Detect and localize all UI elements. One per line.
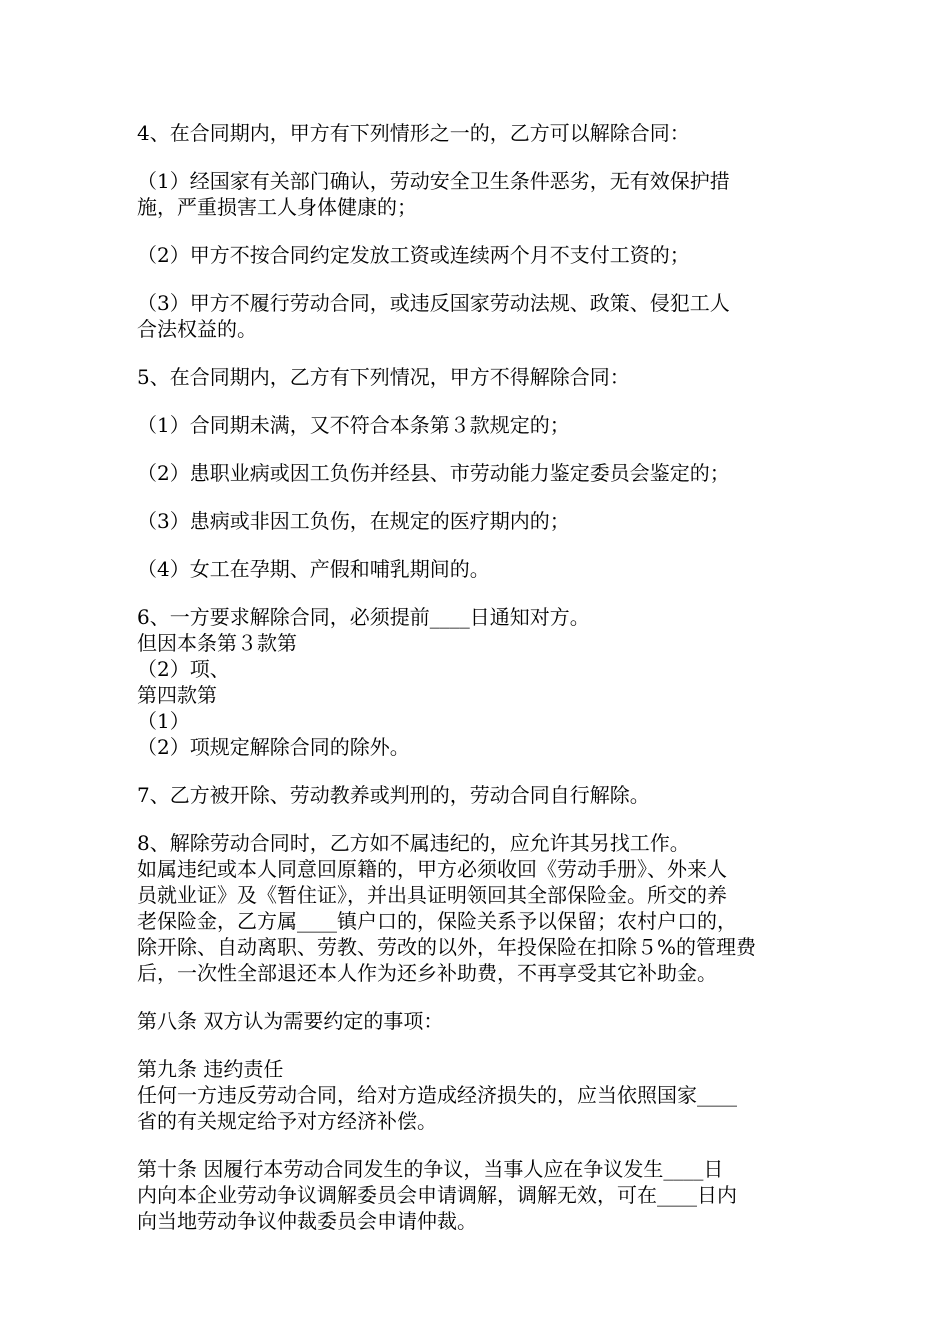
text-line: 7、乙方被开除、劳动教养或判刑的，劳动合同自行解除。 [137, 783, 650, 807]
text-line: 但因本条第３款第 [137, 631, 297, 655]
clause-5-item-4 [137, 556, 817, 582]
text-line: 6、一方要求解除合同，必须提前____日通知对方。 [137, 605, 590, 629]
text-line: 任何一方违反劳动合同，给对方造成经济损失的，应当依照国家____ [137, 1083, 737, 1107]
clause-4-heading [137, 120, 817, 146]
text-line: （2）患职业病或因工负伤并经县、市劳动能力鉴定委员会鉴定的； [137, 461, 730, 485]
clause-4-item-1 [137, 168, 817, 220]
clause-5-item-1 [137, 412, 817, 438]
text-line: （3）甲方不履行劳动合同，或违反国家劳动法规、政策、侵犯工人 [137, 291, 730, 315]
text-line: 第八条 双方认为需要约定的事项： [137, 1009, 444, 1033]
clause-5-heading [137, 364, 817, 390]
text-line: 向当地劳动争议仲裁委员会申请仲裁。 [137, 1209, 477, 1233]
text-line: 4、在合同期内，甲方有下列情形之一的，乙方可以解除合同： [137, 121, 690, 145]
text-line: 后，一次性全部退还本人作为还乡补助费，不再享受其它补助金。 [137, 961, 717, 985]
text-line: （1）合同期未满，又不符合本条第３款规定的； [137, 413, 570, 437]
text-line: 施，严重损害工人身体健康的； [137, 195, 417, 219]
text-line: （3）患病或非因工负伤，在规定的医疗期内的； [137, 509, 570, 533]
text-line: 第十条 因履行本劳动合同发生的争议，当事人应在争议发生____日 [137, 1157, 724, 1181]
text-line: 第四款第 [137, 683, 217, 707]
text-line: 除开除、自动离职、劳教、劳改的以外，年投保险在扣除５%的管理费 [137, 935, 757, 959]
clause-5-item-3 [137, 508, 817, 534]
text-line: 老保险金，乙方属____镇户口的，保险关系予以保留；农村户口的， [137, 909, 737, 933]
text-line: 合法权益的。 [137, 317, 257, 341]
text-line: （2）项规定解除合同的除外。 [137, 735, 410, 759]
clause-4-item-2 [137, 242, 817, 268]
text-line: 省的有关规定给予对方经济补偿。 [137, 1109, 437, 1133]
text-line: 8、解除劳动合同时，乙方如不属违纪的，应允许其另找工作。 [137, 831, 690, 855]
clause-6 [137, 604, 817, 760]
clause-8 [137, 830, 817, 986]
text-line: （1） [137, 709, 190, 733]
text-line: 内向本企业劳动争议调解委员会申请调解，调解无效，可在____日内 [137, 1183, 737, 1207]
text-line: （2）项、 [137, 657, 230, 681]
document-body [137, 120, 817, 1256]
text-line: 5、在合同期内，乙方有下列情况，甲方不得解除合同： [137, 365, 630, 389]
article-10 [137, 1156, 817, 1234]
text-line: （1）经国家有关部门确认，劳动安全卫生条件恶劣，无有效保护措 [137, 169, 730, 193]
article-9 [137, 1056, 817, 1134]
article-8 [137, 1008, 817, 1034]
text-line: 如属违纪或本人同意回原籍的，甲方必须收回《劳动手册》、外来人 [137, 857, 727, 881]
text-line: 第九条 违约责任 [137, 1057, 284, 1081]
clause-7 [137, 782, 817, 808]
text-line: （2）甲方不按合同约定发放工资或连续两个月不支付工资的； [137, 243, 690, 267]
clause-5-item-2 [137, 460, 817, 486]
text-line: （4）女工在孕期、产假和哺乳期间的。 [137, 557, 490, 581]
text-line: 员就业证》及《暂住证》，并出具证明领回其全部保险金。所交的养 [137, 883, 727, 907]
clause-4-item-3 [137, 290, 817, 342]
